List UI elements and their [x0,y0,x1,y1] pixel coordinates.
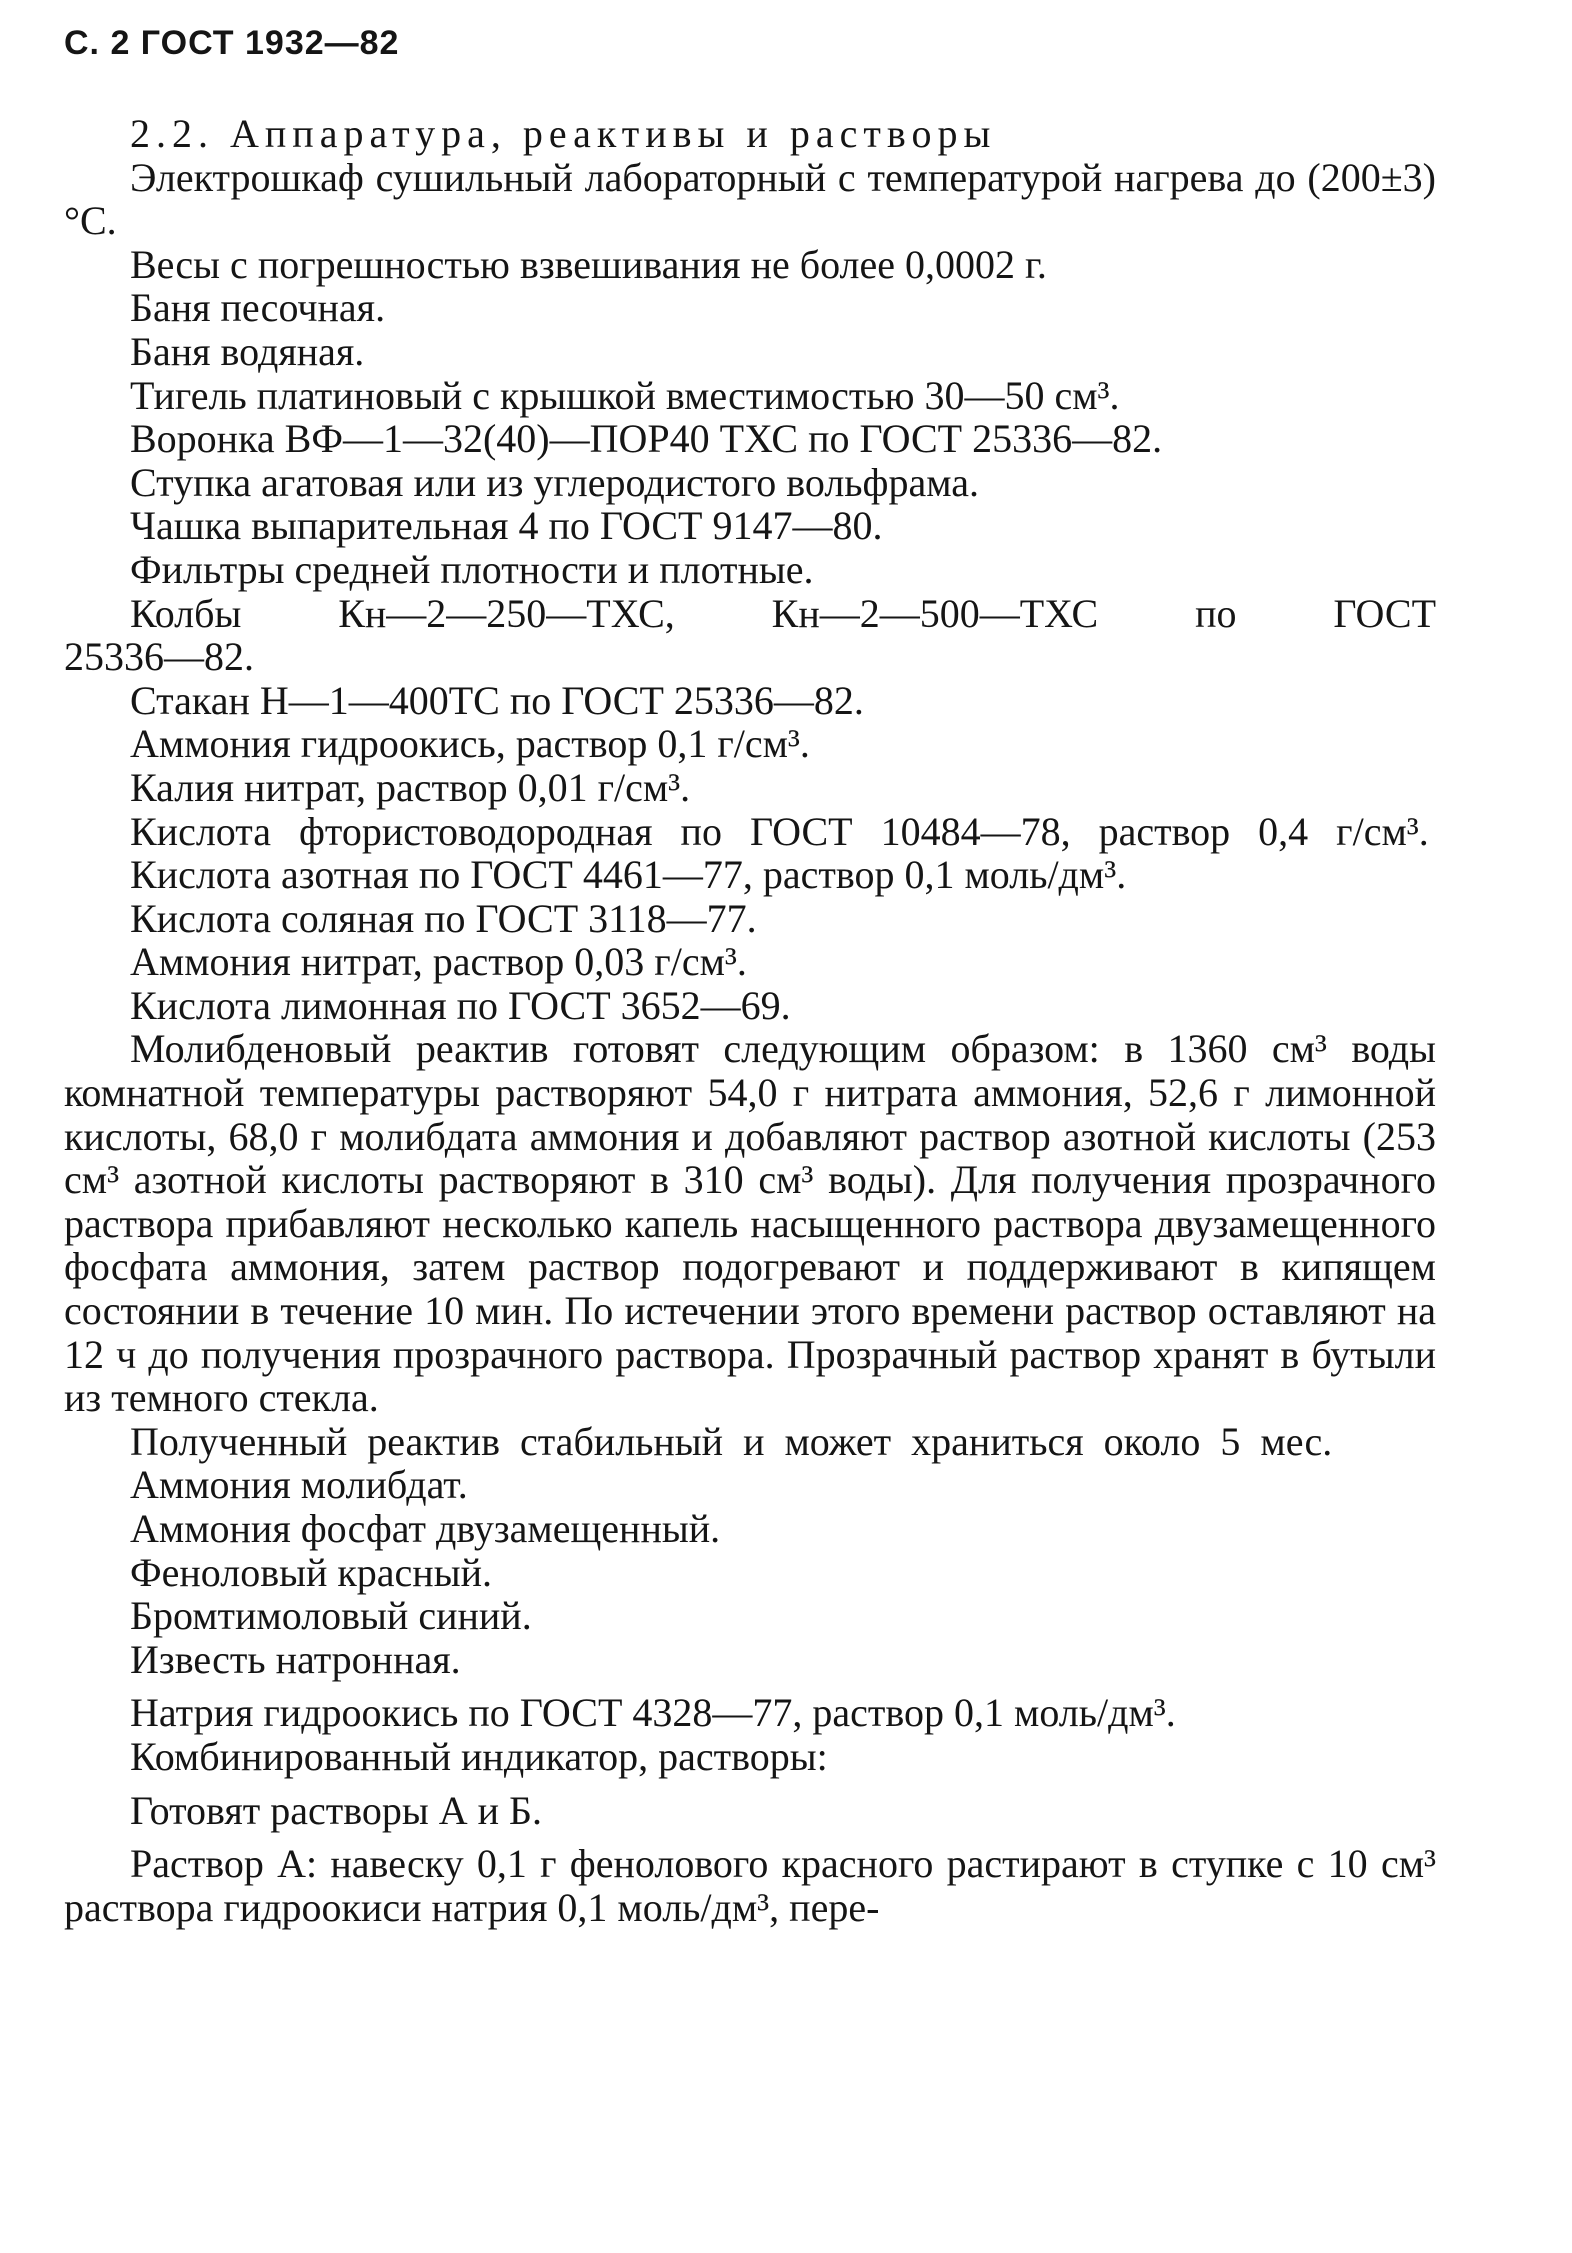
list-item: Весы с погрешностью взвешивания не более 0,0002 г. [130,241,1047,287]
list-item: Электрошкаф сушильный лабораторный с температурой нагрева до (200±3)°С. [64,154,1436,244]
running-head: С. 2 ГОСТ 1932—82 [64,24,400,62]
list-item: Кислота лимонная по ГОСТ 3652—69. [130,982,791,1028]
prepare-line: Готовят растворы А и Б. [130,1787,543,1833]
list-item: Бромтимоловый синий. [130,1593,532,1639]
list-item: Ступка агатовая или из углеродистого вольфрама. [130,459,979,505]
list-item: Баня водяная. [130,328,365,374]
list-item: Аммония гидроокись, раствор 0,1 г/см³. [130,721,810,767]
indicator-line: Комбинированный индикатор, растворы: [130,1733,828,1779]
list-item: Кислота азотная по ГОСТ 4461—77, раствор 0,1 моль/дм³. [130,852,1127,898]
list-item: Аммония фосфат двузамещенный. [130,1506,721,1551]
list-item: Аммония молибдат. [130,1462,468,1508]
stability-paragraph: Полученный реактив стабильный и может храниться около 5 мес. [130,1418,1333,1464]
solution-a-paragraph: Раствор А: навеску 0,1 г фенолового красного растирают в ступке с 10 см³ раствора гидроокиси натрия 0,1 моль/дм³, пере- [64,1841,1436,1930]
list-item: Фильтры средней плотности и плотные. [130,546,814,592]
list-item: Аммония нитрат, раствор 0,03 г/см³. [130,939,747,985]
list-item: Воронка ВФ—1—32(40)—ПОР40 ТХС по ГОСТ 25336—82. [130,416,1163,462]
document-body [64,112,1436,1929]
list-item: Чашка выпарительная 4 по ГОСТ 9147—80. [130,503,883,549]
section-heading: 2.2. Аппаратура, реактивы и растворы [130,111,997,156]
list-item: Кислота соляная по ГОСТ 3118—77. [130,895,757,941]
list-item: Известь натронная. [130,1636,461,1682]
sodium-line: Натрия гидроокись по ГОСТ 4328—77, раствор 0,1 моль/дм³. [130,1690,1176,1736]
list-item: Баня песочная. [130,285,386,331]
list-item: Феноловый красный. [130,1549,492,1595]
list-item: Стакан Н—1—400ТС по ГОСТ 25336—82. [130,677,864,723]
list-item: Колбы Кн—2—250—ТХС, Кн—2—500—ТХС по ГОСТ 25336—82. [64,590,1436,680]
list-item: Калия нитрат, раствор 0,01 г/см³. [130,764,691,810]
molybdenum-paragraph: Молибденовый реактив готовят следующим образом: в 1360 см³ воды комнатной температуры растворяют 54,0 г нитрата аммония, 52,6 г лимонной кислоты, 68,0 г молибдата аммония и добавляют раствор азотной кислоты (253 см³ азотной кислоты растворяют в 310 см³ воды). Для получения прозрачного раствора прибавляют несколько капель насыщенного раствора двузамещенного фосфата аммония, затем раствор подогревают и поддерживают в кипящем состоянии в течение 10 мин. По истечении этого времени раствор оставляют на 12 ч до получения прозрачного раствора. Прозрачный раствор хранят в бутыли из темного стекла. [64,1026,1436,1421]
list-item: Тигель платиновый с крышкой вместимостью 30—50 см³. [130,372,1120,418]
list-item: Кислота фтористоводородная по ГОСТ 10484—78, раствор 0,4 г/см³. [130,808,1429,854]
